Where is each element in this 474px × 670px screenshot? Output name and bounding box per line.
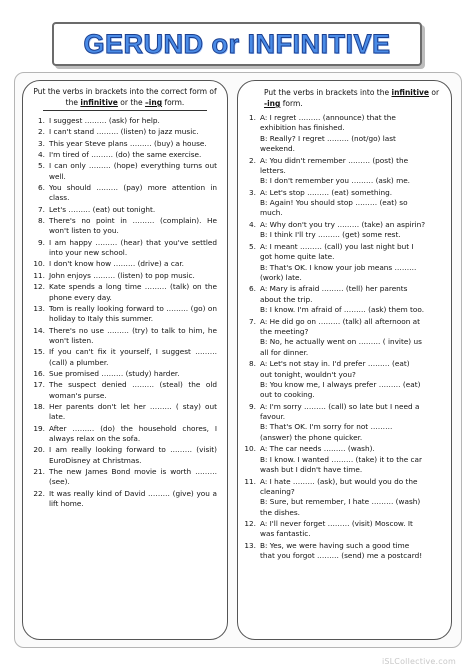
dialogue-line: A: Let's stop ……… (eat) something. xyxy=(260,187,393,197)
dialogue-item xyxy=(244,284,443,315)
item-number: 14. xyxy=(33,325,45,335)
right-exercise-panel xyxy=(237,80,452,640)
dialogue-line: (work) late. xyxy=(260,272,302,282)
dialogue-line: A: Mary is afraid ……… (tell) her parents xyxy=(260,284,408,294)
dialogue-text xyxy=(260,444,443,475)
dialogue-line: A: I hate ……… (ask), but would you do the xyxy=(260,476,418,486)
left-exercise-list xyxy=(23,116,227,509)
dialogue-line: B: I think I'll try ……… (get) some rest. xyxy=(260,230,401,240)
item-text: There's no point in ……… (complain). He won't listen to you. xyxy=(49,216,217,236)
item-number: 6. xyxy=(38,183,45,193)
dialogue-line: weekend. xyxy=(260,144,295,154)
dialogue-line: A: Why don't you try ……… (take) an aspirin? xyxy=(260,220,426,229)
exercise-item xyxy=(31,216,217,237)
exercise-item xyxy=(31,380,217,401)
exercise-item xyxy=(31,489,217,510)
dialogue-item xyxy=(244,519,443,540)
dialogue-line: A: Let's not stay in. I'd prefer ……… (eat) xyxy=(260,359,410,369)
dialogue-text xyxy=(260,541,443,562)
item-number: 5. xyxy=(38,161,45,171)
left-instructions: Put the verbs in brackets into the correct form of the infinitive or the –ing form. xyxy=(23,86,227,111)
item-number: 7. xyxy=(38,204,45,214)
dialogue-line: the meeting? xyxy=(260,327,309,336)
item-number: 19. xyxy=(33,423,45,433)
dialogue-line: B: You know me, I always prefer ……… (eat) xyxy=(260,379,421,389)
item-text: I suggest ……… (ask) for help. xyxy=(49,116,160,125)
dialogue-text xyxy=(260,156,443,187)
item-number: 21. xyxy=(33,467,45,476)
dialogue-line: out tonight, wouldn't you? xyxy=(260,369,356,379)
dialogue-item xyxy=(244,242,443,283)
item-number: 17. xyxy=(33,380,45,390)
exercise-item xyxy=(31,282,217,303)
title-box xyxy=(52,22,422,66)
dialogue-item xyxy=(244,317,443,358)
exercise-item xyxy=(31,150,217,160)
item-number: 5. xyxy=(249,241,256,251)
item-text: If you can't fix it yourself, I suggest ……… (call) a plumber. xyxy=(49,347,217,367)
instructions-underline xyxy=(43,110,207,111)
dialogue-line: all for dinner. xyxy=(260,347,309,357)
dialogue-line: B: That's OK. I know your job means ……… xyxy=(260,262,417,272)
item-number: 11. xyxy=(33,270,45,280)
dialogue-text xyxy=(260,188,443,219)
exercise-item xyxy=(31,445,217,466)
item-number: 4. xyxy=(249,220,256,229)
dialogue-item xyxy=(244,188,443,219)
item-number: 11. xyxy=(244,476,256,486)
item-number: 9. xyxy=(38,237,45,247)
item-text: Kate spends a long time ……… (talk) on the phone every day. xyxy=(49,282,217,302)
dialogue-text xyxy=(260,359,443,400)
dialogue-line: the dishes. xyxy=(260,507,300,517)
dialogue-line: B: Sure, but remember, I hate ……… (wash) xyxy=(260,497,421,507)
item-number: 13. xyxy=(33,303,45,313)
dialogue-text xyxy=(260,242,443,283)
dialogue-item xyxy=(244,541,443,562)
exercise-item xyxy=(31,369,217,379)
dialogue-item xyxy=(244,402,443,443)
item-number: 10. xyxy=(244,444,256,454)
item-number: 2. xyxy=(249,155,256,165)
item-text: I can only ……… (hope) everything turns out well. xyxy=(49,161,217,181)
dialogue-line: favour. xyxy=(260,412,286,422)
dialogue-item xyxy=(244,444,443,475)
item-text: Tom is really looking forward to ……… (go) on holiday to Italy this summer. xyxy=(49,303,217,324)
item-number: 12. xyxy=(33,282,45,292)
dialogue-line: B: Really? I regret ……… (not/go) last xyxy=(260,133,396,143)
dialogue-line: A: You didn't remember ……… (post) the xyxy=(260,155,409,165)
exercise-item xyxy=(31,467,217,488)
dialogue-line: A: I meant ……… (call) you last night but I xyxy=(260,241,414,251)
item-number: 3. xyxy=(249,187,256,197)
item-number: 7. xyxy=(249,316,256,326)
item-text: You should ……… (pay) more attention in class. xyxy=(49,183,217,203)
item-number: 22. xyxy=(33,488,45,498)
dialogue-line: A: I'm sorry ……… (call) so late but I need a xyxy=(260,401,420,411)
exercise-item xyxy=(31,347,217,368)
worksheet-title: GERUND or INFINITIVE xyxy=(83,28,391,59)
exercise-item xyxy=(31,402,217,423)
dialogue-item xyxy=(244,113,443,154)
dialogue-line: about the trip. xyxy=(260,294,313,304)
item-text: This year Steve plans ……… (buy) a house. xyxy=(49,138,207,148)
dialogue-line: out to cooking. xyxy=(260,390,315,400)
exercise-item xyxy=(31,326,217,347)
exercise-item xyxy=(31,161,217,182)
item-text: Let's ……… (eat) out tonight. xyxy=(49,204,156,214)
item-number: 12. xyxy=(244,519,256,529)
dialogue-text xyxy=(260,402,443,443)
footer-watermark: iSLCollective.com xyxy=(381,657,456,666)
exercise-item xyxy=(31,116,217,126)
item-text: After ……… (do) the household chores, I always relax on the sofa. xyxy=(49,423,217,443)
item-number: 13. xyxy=(244,541,256,550)
item-number: 2. xyxy=(38,127,45,137)
item-number: 15. xyxy=(33,347,45,357)
dialogue-line: wash but I didn't have time. xyxy=(260,465,363,475)
item-text: I am happy ……… (hear) that you've settled into your new school. xyxy=(49,237,217,258)
dialogue-text xyxy=(260,220,443,241)
dialogue-text xyxy=(260,284,443,315)
dialogue-text xyxy=(260,477,443,518)
exercise-item xyxy=(31,183,217,204)
exercise-item xyxy=(31,271,217,281)
dialogue-line: cleaning? xyxy=(260,486,295,496)
right-exercise-list xyxy=(238,113,451,562)
dialogue-line: A: The car needs ……… (wash). xyxy=(260,444,375,454)
item-number: 18. xyxy=(33,401,45,411)
item-number: 1. xyxy=(38,116,45,125)
dialogue-line: B: That's OK. I'm sorry for not ……… xyxy=(260,422,393,432)
item-number: 8. xyxy=(38,216,45,226)
dialogue-item xyxy=(244,359,443,400)
item-number: 6. xyxy=(249,284,256,294)
dialogue-line: A: I regret ……… (announce) that the xyxy=(260,113,396,122)
dialogue-item xyxy=(244,220,443,241)
dialogue-line: B: I know. I'm afraid of ……… (ask) them too. xyxy=(260,305,425,315)
dialogue-text xyxy=(260,113,443,154)
dialogue-line: B: I know. I wanted ……… (take) it to the car xyxy=(260,454,422,464)
item-text: I can't stand ……… (listen) to jazz music. xyxy=(49,127,199,137)
dialogue-line: A: He did go on ……… (talk) all afternoon at xyxy=(260,316,420,326)
dialogue-line: B: I don't remember you ……… (ask) me. xyxy=(260,176,411,186)
item-text: It was really kind of David ……… (give) you a lift home. xyxy=(49,488,217,509)
item-number: 16. xyxy=(33,368,45,378)
item-number: 8. xyxy=(249,359,256,369)
item-number: 1. xyxy=(249,113,256,122)
dialogue-text xyxy=(260,317,443,358)
item-text: John enjoys ……… (listen) to pop music. xyxy=(49,270,195,280)
item-text: I'm tired of ……… (do) the same exercise. xyxy=(49,150,202,160)
exercise-item xyxy=(31,139,217,149)
dialogue-line: B: Again! You should stop ……… (eat) so xyxy=(260,198,408,208)
exercise-item xyxy=(31,127,217,137)
dialogue-line: A: I'll never forget ……… (visit) Moscow. It xyxy=(260,519,413,529)
dialogue-line: letters. xyxy=(260,165,286,175)
item-text: The new James Bond movie is worth ……… (see). xyxy=(49,467,217,487)
right-instructions: Put the verbs in brackets into the infinitive or -ing form. xyxy=(264,88,440,108)
dialogue-text xyxy=(260,519,443,540)
item-number: 3. xyxy=(38,138,45,148)
dialogue-item xyxy=(244,477,443,518)
exercise-item xyxy=(31,238,217,259)
exercise-item xyxy=(31,424,217,445)
exercise-item xyxy=(31,259,217,269)
item-number: 4. xyxy=(38,150,45,160)
dialogue-line: B: No, he actually went on ……… ( invite) us xyxy=(260,337,422,347)
dialogue-line: exhibition has finished. xyxy=(260,123,345,133)
dialogue-item xyxy=(244,156,443,187)
exercise-item xyxy=(31,304,217,325)
dialogue-line: got home quite late. xyxy=(260,252,335,262)
dialogue-line: B: Yes, we were having such a good time xyxy=(260,541,410,550)
dialogue-line: much. xyxy=(260,208,283,218)
item-number: 20. xyxy=(33,445,45,455)
item-text: Sue promised ……… (study) harder. xyxy=(49,368,180,378)
item-text: The suspect denied ……… (steal) the old woman's purse. xyxy=(49,380,217,400)
dialogue-line: that you forgot ……… (send) me a postcard! xyxy=(260,551,423,561)
item-text: Her parents don't let her ……… ( stay) out late. xyxy=(49,401,217,422)
dialogue-line: (answer) the phone quicker. xyxy=(260,432,363,442)
exercise-item xyxy=(31,205,217,215)
left-exercise-panel xyxy=(22,80,228,640)
item-text: I don't know how ……… (drive) a car. xyxy=(49,259,184,269)
item-text: There's no use ……… (try) to talk to him, he won't listen. xyxy=(49,325,217,345)
item-text: I am really looking forward to ……… (visit) EuroDisney at Christmas. xyxy=(49,445,217,465)
item-number: 9. xyxy=(249,401,256,411)
dialogue-line: was fantastic. xyxy=(260,529,311,539)
item-number: 10. xyxy=(33,259,45,269)
